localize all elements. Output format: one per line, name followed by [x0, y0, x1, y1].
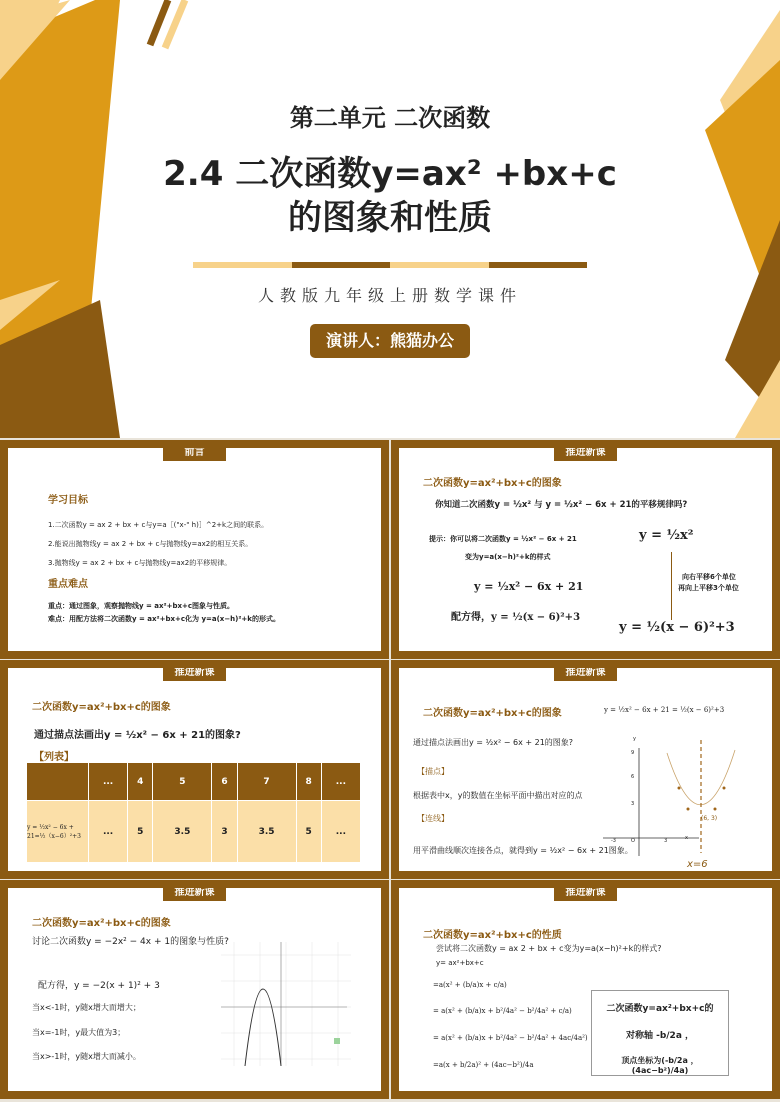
section-heading: 重点难点	[48, 579, 88, 590]
table-cell: 3	[212, 801, 237, 863]
step-label: 【描点】	[417, 767, 449, 776]
table-cell: ...	[89, 763, 128, 801]
slide-thumbnail-translation[interactable]	[391, 440, 780, 659]
table-header-row	[27, 763, 361, 801]
derivation-line: y= ax²+bx+c	[436, 959, 484, 967]
table-cell: 8	[296, 763, 321, 801]
formula: y = ½x² − 6x + 21 = ½(x − 6)²+3	[604, 706, 725, 714]
value-table	[26, 762, 361, 863]
hint: 提示：你可以将二次函数y = ½x² − 6x + 21	[429, 535, 577, 543]
table-cell: 5	[128, 801, 153, 863]
slide-thumbnail-preface[interactable]	[0, 440, 389, 659]
slide-tab: 前言	[163, 448, 226, 461]
axis-label-x: x	[685, 835, 688, 841]
table-row	[27, 801, 361, 863]
speaker-badge: 演讲人：熊猫办公	[310, 324, 470, 358]
summary-vertex: 顶点坐标为(-b/2a ， (4ac−b²)/4a)	[621, 1056, 699, 1075]
step-text: 用平滑曲线顺次连接各点，就得到y = ½x² − 6x + 21图象。	[413, 846, 633, 855]
slide-tab: 推进新课	[554, 448, 617, 461]
completed-square: 配方得，y = −2(x + 1)² + 3	[38, 981, 160, 991]
section-heading: 二次函数y=ax²+bx+c的图象	[32, 918, 171, 929]
slide-tab: 推进新课	[163, 888, 226, 901]
table-cell: 6	[212, 763, 237, 801]
tick-label: 3	[664, 838, 668, 844]
goal-item: 3.抛物线y = ax 2 + bx + c与抛物线y=ax2的平移规律。	[48, 559, 232, 567]
slide-tab: 推进新课	[163, 668, 226, 681]
hint-form: 变为y=a(x−h)²+k的样式	[465, 553, 551, 561]
question: 讨论二次函数y = −2x² − 4x + 1的图象与性质?	[32, 937, 229, 947]
shift-right: 向右平移6个单位	[682, 573, 736, 581]
vertex-label: (6, 3)	[701, 815, 718, 822]
slide-thumbnail-plot[interactable]	[391, 660, 780, 879]
completed-square: 配方得，y = ½(x − 6)²+3	[451, 612, 581, 623]
table-cell: 7	[237, 763, 296, 801]
difficult-point: 难点：用配方法将二次函数y = ax²+bx+c化为 y=a(x−h)²+k的形式。	[48, 615, 280, 623]
list-label: 【列表】	[34, 752, 74, 763]
section-heading: 学习目标	[48, 495, 88, 506]
tick-label: 3	[631, 801, 635, 807]
key-point: 重点：通过图象，观察抛物线y = ax²+bx+c图象与性质。	[48, 602, 235, 610]
lesson-title-line1: 2.4 二次函数y=ax² +bx+c	[163, 154, 617, 194]
title-slide[interactable]	[0, 0, 780, 438]
table-cell: ...	[89, 801, 128, 863]
table-cell: 3.5	[237, 801, 296, 863]
tick-label: 6	[631, 774, 635, 780]
step-label: 【连线】	[417, 814, 449, 823]
question: 你知道二次函数y = ½x² 与 y = ½x² − 6x + 21的平移规律吗?	[435, 500, 688, 510]
slide-thumbnail-properties[interactable]	[391, 880, 780, 1099]
slide-thumbnail-table[interactable]	[0, 660, 389, 879]
parabola-graph	[599, 728, 739, 868]
axis-label-y: y	[633, 736, 636, 742]
table-cell: ...	[321, 801, 360, 863]
goal-item: 1.二次函数y = ax 2 + bx + c与y=a［("x-" h)］^2+k之间的联系。	[48, 521, 269, 529]
property: 当x=-1时，y最大值为3；	[32, 1028, 126, 1037]
question: 尝试将二次函数y = ax 2 + bx + c变为y=a(x−h)²+k的样式?	[436, 944, 662, 953]
arrow-down	[671, 552, 672, 620]
derivation-line: =a(x² + (b/a)x + c/a)	[433, 981, 507, 989]
divider-bar	[193, 262, 587, 268]
lesson-title-line2: 的图象和性质	[288, 198, 492, 238]
slide-tab: 推进新课	[554, 668, 617, 681]
question: 通过描点法画出y = ½x² − 6x + 21的图象?	[34, 730, 241, 741]
base-parabola: y = ½x²	[639, 528, 694, 543]
summary-box	[591, 990, 729, 1076]
subtitle: 人教版九年级上册数学课件	[257, 286, 522, 305]
table-cell: 3.5	[153, 801, 212, 863]
equation: y = ½x² − 6x + 21	[474, 580, 584, 593]
slide-tab: 推进新课	[554, 888, 617, 901]
table-cell: 5	[153, 763, 212, 801]
shift-up: 再向上平移3个单位	[678, 584, 739, 592]
derivation-line: = a(x² + (b/a)x + b²/4a² − b²/4a² + c/a)	[433, 1007, 572, 1015]
tick-label: 9	[631, 750, 635, 756]
property: 当x>-1时，y随x增大而减小。	[32, 1052, 141, 1061]
lesson-title	[0, 152, 780, 240]
origin-label: O	[631, 838, 635, 844]
slide-thumbnail-properties-example[interactable]	[0, 880, 389, 1099]
table-cell: 4	[128, 763, 153, 801]
shifted-parabola: y = ½(x − 6)²+3	[619, 620, 735, 635]
goal-item: 2.能说出抛物线y = ax 2 + bx + c与抛物线y=ax2的相互关系。	[48, 540, 253, 548]
section-heading: 二次函数y=ax²+bx+c的图象	[423, 708, 562, 719]
table-cell: 5	[296, 801, 321, 863]
table-cell: ...	[321, 763, 360, 801]
derivation-line: = a(x² + (b/a)x + b²/4a² − b²/4a² + 4ac/4a²)	[433, 1034, 588, 1042]
property: 当x<-1时，y随x增大而增大；	[32, 1003, 141, 1012]
axis-of-symmetry-label: x=6	[687, 859, 708, 870]
section-heading: 二次函数y=ax²+bx+c的性质	[423, 930, 562, 941]
table-cell	[27, 763, 89, 801]
parabola-grid-graph	[221, 942, 351, 1066]
section-heading: 二次函数y=ax²+bx+c的图象	[32, 702, 171, 713]
derivation-line: =a(x + b/2a)² + (4ac−b²)/4a	[433, 1061, 534, 1069]
summary-line: 二次函数y=ax²+bx+c的	[606, 1004, 714, 1014]
unit-title: 第二单元 二次函数	[289, 104, 491, 132]
summary-axis: 对称轴 -b/2a ，	[625, 1031, 695, 1041]
table-cell: y = ½x² − 6x + 21=½（x−6）²+3	[27, 801, 89, 863]
question: 通过描点法画出y = ½x² − 6x + 21的图象?	[413, 738, 574, 747]
step-text: 根据表中x，y的数值在坐标平面中描出对应的点	[413, 791, 583, 800]
section-heading: 二次函数y=ax²+bx+c的图象	[423, 478, 562, 489]
tick-label: -3	[611, 838, 616, 844]
